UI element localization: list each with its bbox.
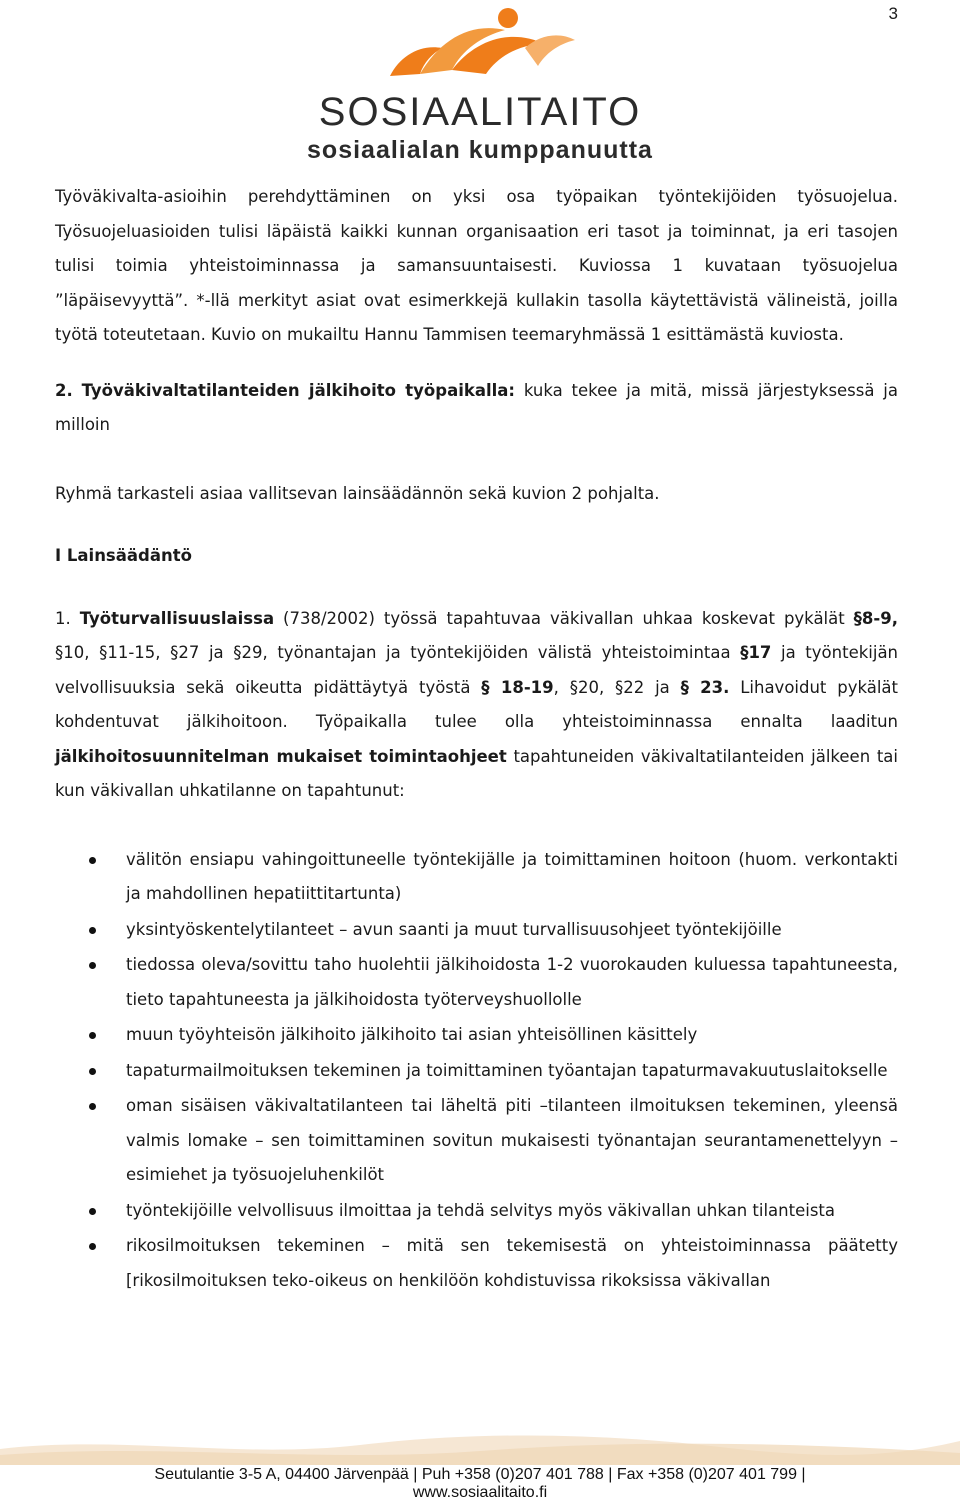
sosiaalitaito-logo bbox=[0, 0, 960, 170]
law-text-4: , §20, §22 ja bbox=[553, 677, 681, 697]
law-text-2: §10, §11-15, §27 ja §29, työnantajan ja työntekijöiden välistä yhteistoimintaa bbox=[55, 643, 741, 662]
list-item: tiedossa oleva/sovittu taho huolehtii jälkihoidosta 1-2 vuorokauden kuluessa tapahtuneesta, tieto tapahtuneesta ja jälkihoidosta työterveyshuollolle bbox=[55, 948, 898, 1017]
list-item: yksintyöskentelytilanteet – avun saanti ja muut turvallisuusohjeet työntekijöille bbox=[55, 913, 898, 948]
logo-tagline: sosiaalialan kumppanuutta bbox=[307, 136, 653, 164]
group-text: Ryhmä tarkasteli asiaa vallitsevan lainsäädännön sekä kuvion 2 pohjalta. bbox=[55, 483, 660, 503]
logo-figure-icon bbox=[380, 4, 580, 94]
footer-wave-decoration bbox=[0, 1425, 960, 1465]
subheading-lainsaadanto: I Lainsäädäntö bbox=[55, 546, 192, 565]
logo-wordmark: SOSIAALITAITO bbox=[318, 90, 642, 134]
list-item: välitön ensiapu vahingoittuneelle työntekijälle ja toimittaminen hoitoon (huom. verkontakti ja mahdollinen hepatiittitartunta) bbox=[55, 843, 898, 912]
law-paragraph bbox=[55, 602, 898, 809]
list-item: muun työyhteisön jälkihoito jälkihoito tai asian yhteisöllinen käsittely bbox=[55, 1018, 898, 1053]
document-body bbox=[55, 180, 898, 1299]
section-2-title: Työväkivaltatilanteiden jälkihoito työpaikalla: bbox=[81, 380, 516, 400]
law-text-3: ja työntekijän velvollisuuksia sekä oikeutta pidättäytyä työstä bbox=[55, 643, 899, 697]
law-text-6: tapahtuneiden väkivaltatilanteiden jälkeen tai kun väkivallan uhkatilanne on tapahtunut: bbox=[55, 746, 899, 800]
law-text-1: (738/2002) työssä tapahtuvaa väkivallan uhkaa koskevat pykälät bbox=[274, 608, 854, 628]
section-2-rest: kuka tekee ja mitä, missä järjestyksessä ja milloin bbox=[55, 380, 899, 434]
law-name: Työturvallisuuslaissa bbox=[79, 608, 275, 628]
aftercare-list bbox=[55, 843, 898, 1299]
law-bold-2: §17 bbox=[740, 643, 772, 662]
list-item: oman sisäisen väkivaltatilanteen tai läheltä piti –tilanteen ilmoituksen tekeminen, yleensä valmis lomake – sen toimittaminen sovitun mukaisesti työnantajan seurantamenettelyyn – esimiehet ja työsuojeluhenkilöt bbox=[55, 1089, 898, 1193]
list-item: työntekijöille velvollisuus ilmoittaa ja tehdä selvitys myös väkivallan uhkan tilanteista bbox=[55, 1194, 898, 1229]
section-2-heading bbox=[55, 374, 898, 443]
intro-paragraph: Työväkivalta-asioihin perehdyttäminen on yksi osa työpaikan työntekijöiden työsuojelua. Työsuojeluasioiden tulisi läpäistä kaikki kunnan organisaation eri tasot ja toiminnat, ja eri tasojen tulisi toimia yhteistoiminnassa ja samansuuntaisesti. Kuviossa 1 kuvataan työsuojelua ”läpäisevyyttä”. *-llä merkityt asiat ovat esimerkkejä kullakin tasolla käytettävistä välineistä, joilla työtä toteutetaan. Kuvio on mukailtu Hannu Tammisen teemaryhmässä 1 esittämästä kuviosta. bbox=[55, 187, 898, 344]
footer bbox=[0, 1466, 960, 1502]
law-bold-5: jälkihoitosuunnitelman mukaiset toimintaohjeet bbox=[55, 746, 507, 766]
law-number: 1. bbox=[55, 608, 71, 628]
footer-address: Seutulantie 3-5 A, 04400 Järvenpää | Puh +358 (0)207 401 788 | Fax +358 (0)207 401 799 | bbox=[154, 1466, 806, 1483]
footer-website-link[interactable]: www.sosiaalitaito.fi bbox=[412, 1484, 548, 1501]
list-item: rikosilmoituksen tekeminen – mitä sen tekemisestä on yhteistoiminnassa päätetty [rikosilmoituksen teko-oikeus on henkilöön kohdistuvissa rikoksissa väkivallan bbox=[55, 1229, 898, 1298]
section-2-number: 2. bbox=[55, 380, 73, 400]
law-bold-1: §8-9, bbox=[853, 608, 898, 628]
list-item: tapaturmailmoituksen tekeminen ja toimittaminen työantajan tapaturmavakuutuslaitokselle bbox=[55, 1054, 898, 1089]
page-number: 3 bbox=[888, 4, 898, 23]
law-text-5: Lihavoidut pykälät kohdentuvat jälkihoitoon. Työpaikalla tulee olla yhteistoiminnassa ennalta laaditun bbox=[55, 677, 898, 731]
law-bold-3: § 18-19 bbox=[481, 677, 554, 697]
law-bold-4: § 23. bbox=[680, 677, 730, 697]
